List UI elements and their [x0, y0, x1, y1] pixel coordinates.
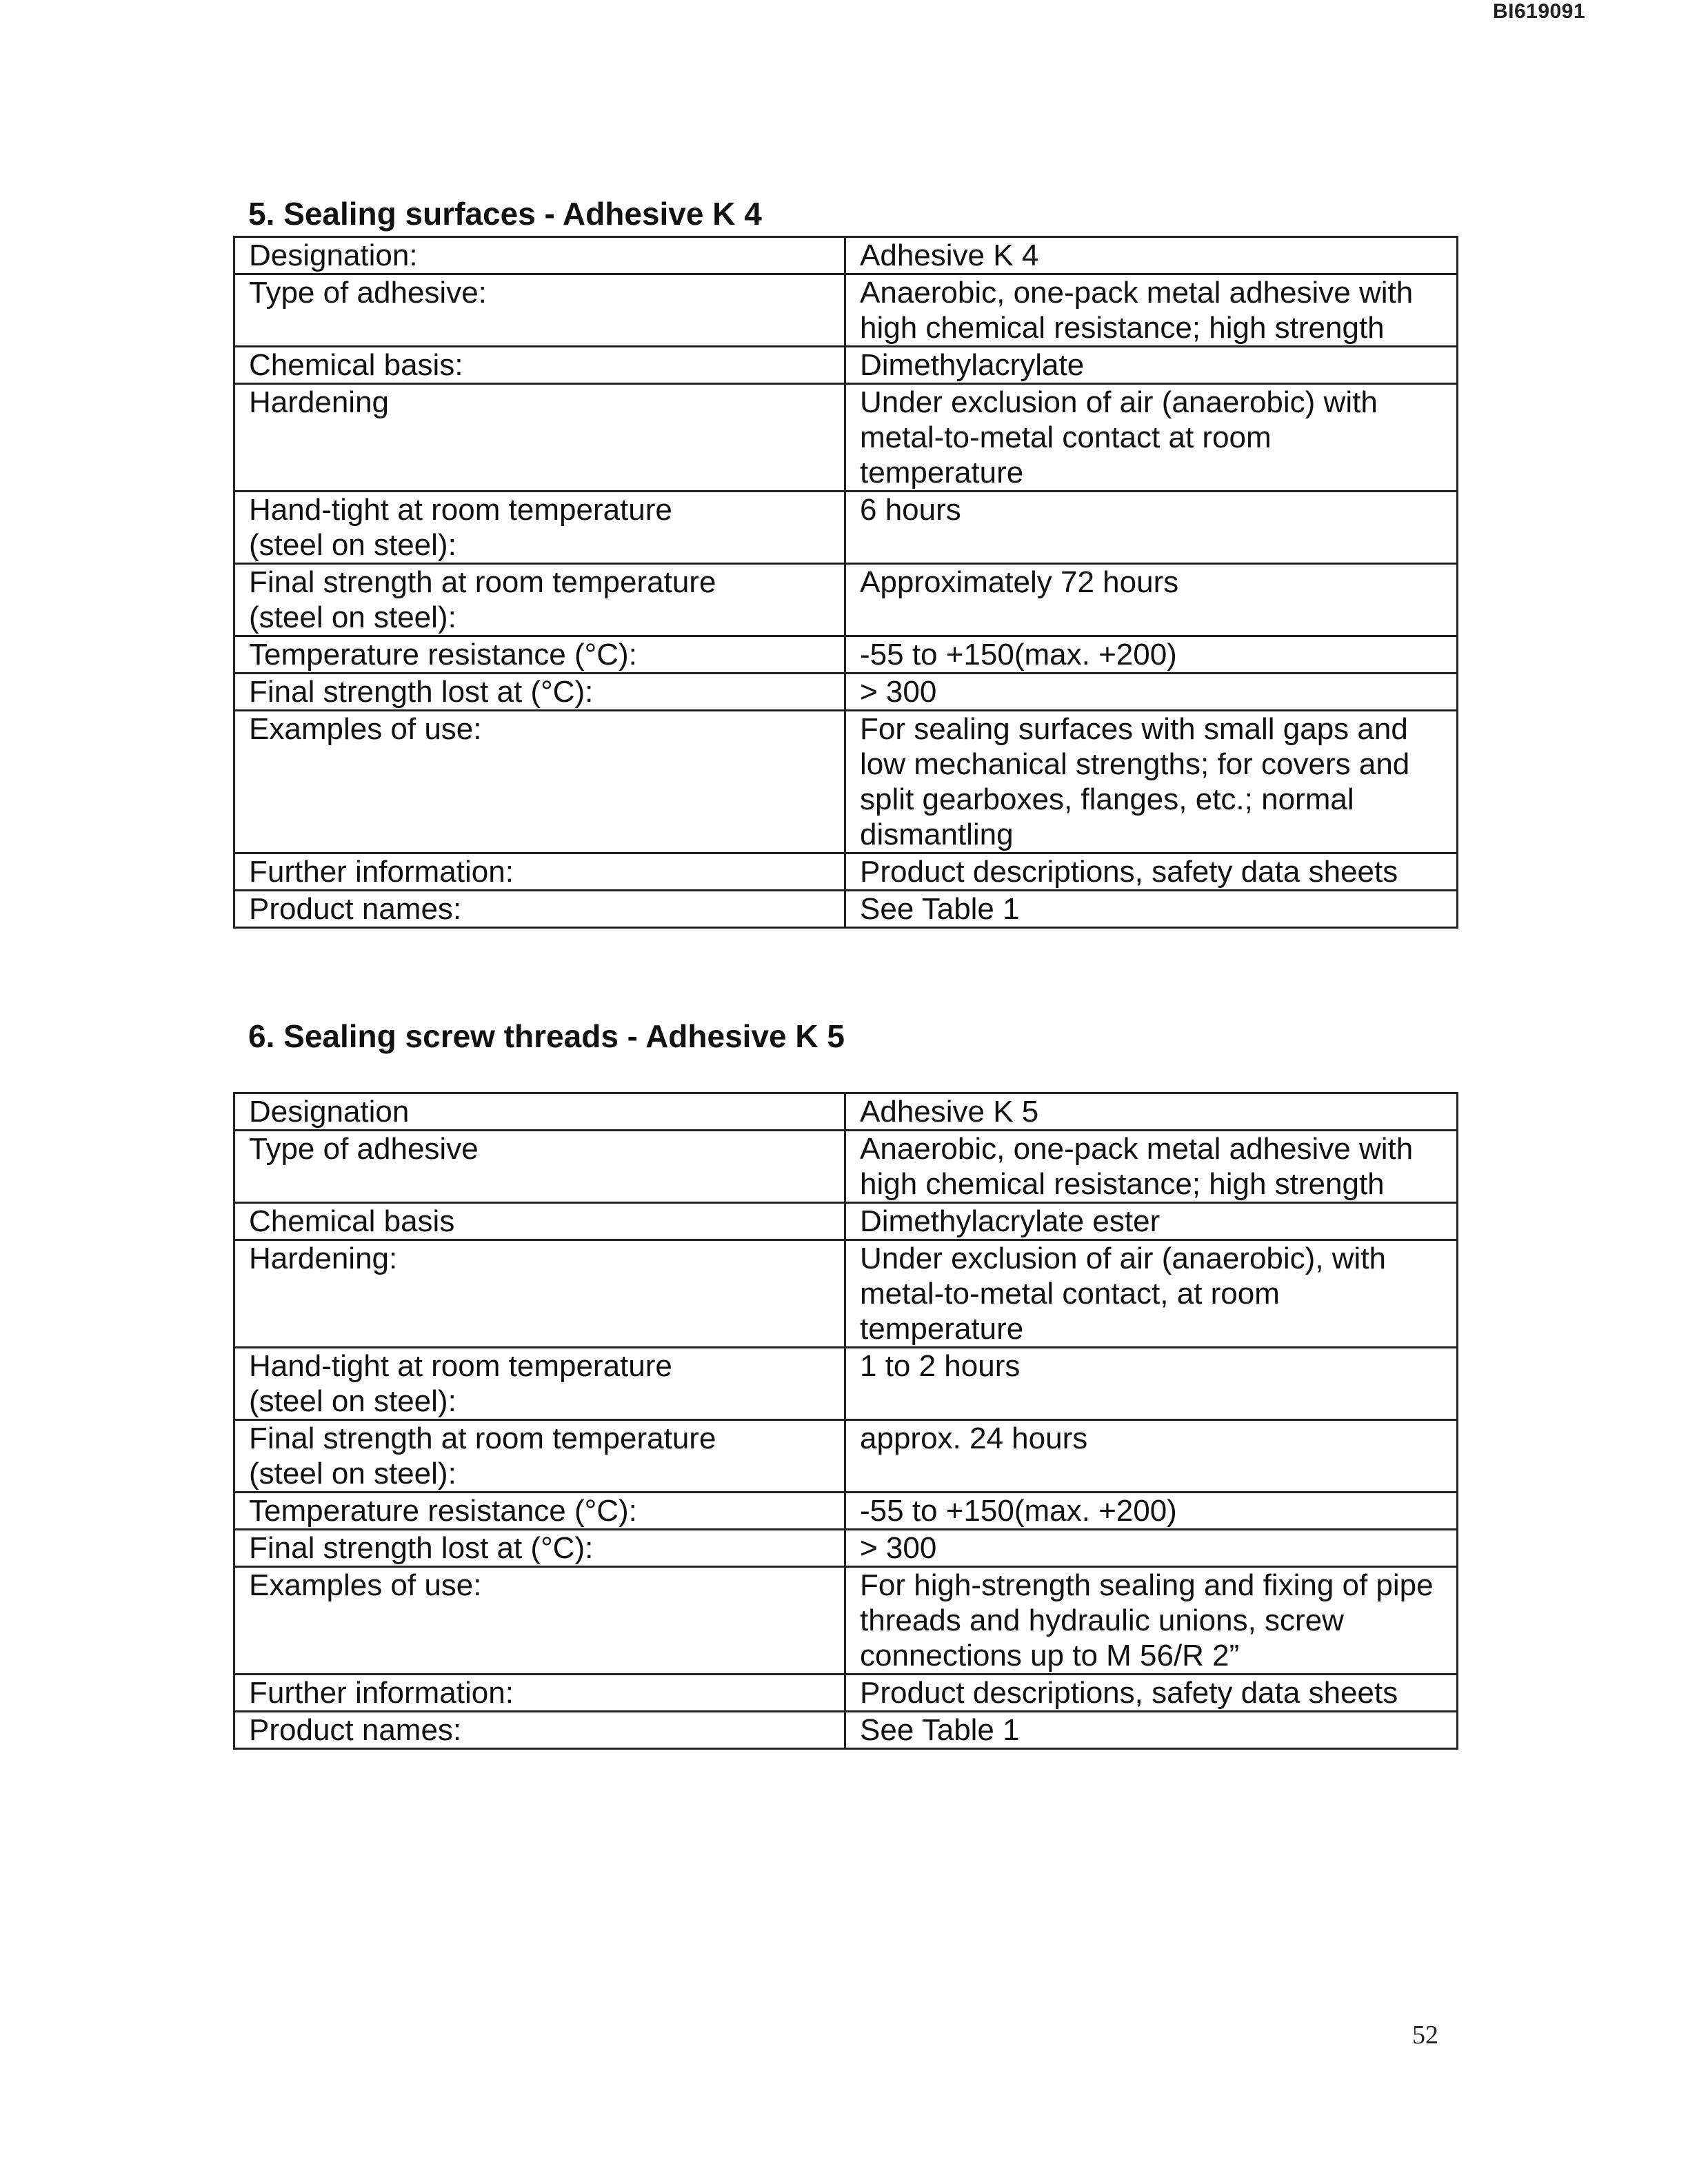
table-row	[234, 564, 1458, 636]
row-label: Further information:	[234, 1675, 845, 1712]
page-number: 52	[1412, 2021, 1438, 2050]
table-row	[234, 853, 1458, 891]
row-label: Examples of use:	[234, 711, 845, 853]
row-label: Temperature resistance (°C):	[234, 636, 845, 674]
row-label: Hand-tight at room temperature (steel on steel):	[234, 492, 845, 564]
row-value: Dimethylacrylate	[845, 347, 1458, 384]
row-label: Further information:	[234, 853, 845, 891]
table-row	[234, 711, 1458, 853]
table-row	[234, 1348, 1458, 1420]
table-row	[234, 1530, 1458, 1567]
row-value: Adhesive K 5	[845, 1093, 1458, 1131]
table-row	[234, 1493, 1458, 1530]
table-row	[234, 237, 1458, 274]
row-value: > 300	[845, 674, 1458, 711]
table-row	[234, 674, 1458, 711]
row-label: Temperature resistance (°C):	[234, 1493, 845, 1530]
table-row	[234, 1420, 1458, 1493]
row-label: Final strength at room temperature (steel on steel):	[234, 564, 845, 636]
document-id: BI619091	[1493, 0, 1586, 23]
spec-table-adhesive-k4	[233, 236, 1458, 929]
table-row	[234, 274, 1458, 347]
row-value: Anaerobic, one-pack metal adhesive with high chemical resistance; high strength	[845, 274, 1458, 347]
table-row	[234, 1093, 1458, 1131]
table-row	[234, 1567, 1458, 1675]
row-value: -55 to +150(max. +200)	[845, 636, 1458, 674]
row-value: 6 hours	[845, 492, 1458, 564]
table-row	[234, 1203, 1458, 1240]
row-label: Final strength at room temperature (steel on steel):	[234, 1420, 845, 1493]
row-value: Dimethylacrylate ester	[845, 1203, 1458, 1240]
row-label: Hand-tight at room temperature (steel on steel):	[234, 1348, 845, 1420]
row-value: Product descriptions, safety data sheets	[845, 1675, 1458, 1712]
row-label: Product names:	[234, 1712, 845, 1749]
row-label: Chemical basis:	[234, 347, 845, 384]
row-value: Adhesive K 4	[845, 237, 1458, 274]
row-label: Designation	[234, 1093, 845, 1131]
row-value: 1 to 2 hours	[845, 1348, 1458, 1420]
row-label: Product names:	[234, 891, 845, 928]
table-row	[234, 891, 1458, 928]
section-title-sealing-surfaces: 5. Sealing surfaces - Adhesive K 4	[248, 196, 762, 232]
row-label: Designation:	[234, 237, 845, 274]
row-label: Final strength lost at (°C):	[234, 674, 845, 711]
row-label: Hardening:	[234, 1240, 845, 1348]
row-value: Under exclusion of air (anaerobic), with metal-to-metal contact, at room temperature	[845, 1240, 1458, 1348]
row-value: Product descriptions, safety data sheets	[845, 853, 1458, 891]
row-value: Approximately 72 hours	[845, 564, 1458, 636]
row-label: Type of adhesive:	[234, 274, 845, 347]
table-row	[234, 1240, 1458, 1348]
row-label: Chemical basis	[234, 1203, 845, 1240]
row-value: approx. 24 hours	[845, 1420, 1458, 1493]
row-value: For high-strength sealing and fixing of pipe threads and hydraulic unions, screw connections up to M 56/R 2”	[845, 1567, 1458, 1675]
row-value: > 300	[845, 1530, 1458, 1567]
table-row	[234, 1675, 1458, 1712]
spec-table-adhesive-k5	[233, 1092, 1458, 1750]
row-value: See Table 1	[845, 891, 1458, 928]
row-value: For sealing surfaces with small gaps and low mechanical strengths; for covers and split gearboxes, flanges, etc.; normal dismantling	[845, 711, 1458, 853]
table-row	[234, 1131, 1458, 1203]
row-value: Anaerobic, one-pack metal adhesive with high chemical resistance; high strength	[845, 1131, 1458, 1203]
row-label: Hardening	[234, 384, 845, 492]
table-row	[234, 636, 1458, 674]
table-row	[234, 347, 1458, 384]
table-row	[234, 1712, 1458, 1749]
table-row	[234, 384, 1458, 492]
section-title-sealing-screw-threads: 6. Sealing screw threads - Adhesive K 5	[248, 1018, 845, 1054]
row-label: Final strength lost at (°C):	[234, 1530, 845, 1567]
row-value: Under exclusion of air (anaerobic) with metal-to-metal contact at room temperature	[845, 384, 1458, 492]
row-label: Type of adhesive	[234, 1131, 845, 1203]
row-value: -55 to +150(max. +200)	[845, 1493, 1458, 1530]
table-row	[234, 492, 1458, 564]
row-value: See Table 1	[845, 1712, 1458, 1749]
row-label: Examples of use:	[234, 1567, 845, 1675]
